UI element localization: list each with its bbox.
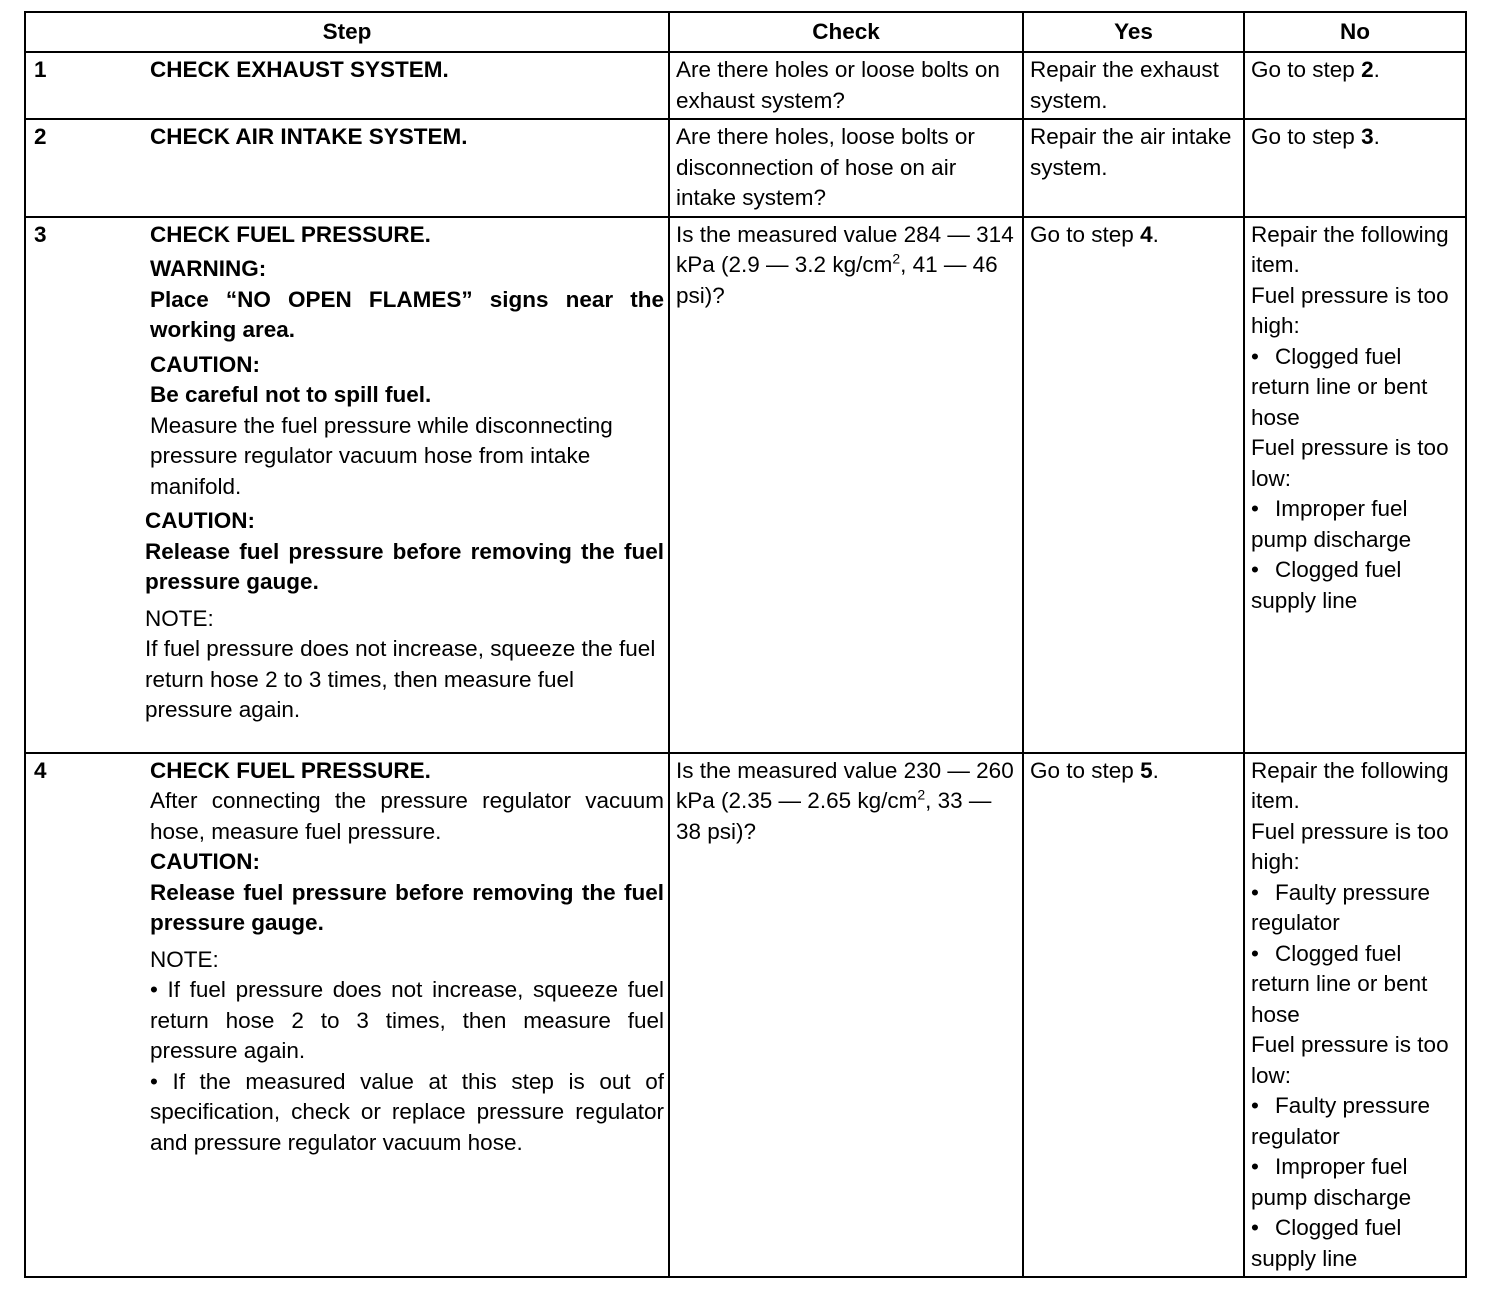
yes-text-suffix: . xyxy=(1152,757,1159,783)
step-number: 2 xyxy=(34,124,47,149)
list-item: • Improper fuel pump discharge xyxy=(1251,496,1412,552)
step-cell xyxy=(25,753,669,1278)
step-cell xyxy=(25,217,669,753)
list-item: • If the measured value at this step is out of specification, check or replace pressure regulator and pressure regulator vacuum hose. xyxy=(150,1068,664,1155)
yes-cell xyxy=(1023,217,1244,753)
caution-label: CAUTION: xyxy=(150,351,260,377)
no-low-label: Fuel pressure is too low: xyxy=(1251,435,1449,491)
no-cell xyxy=(1244,753,1466,1278)
caution-label: CAUTION: xyxy=(145,508,255,533)
list-item: • Improper fuel pump discharge xyxy=(1251,1154,1412,1210)
yes-cell xyxy=(1023,753,1244,1278)
check-cell xyxy=(669,753,1023,1278)
step-title: CHECK EXHAUST SYSTEM. xyxy=(150,57,449,82)
list-item: • If fuel pressure does not increase, squeeze fuel return hose 2 to 3 times, then measure fuel pressure again. xyxy=(150,977,664,1063)
diagnostic-table xyxy=(24,11,1467,1278)
no-cell xyxy=(1244,52,1466,119)
check-text: Is the measured value 230 — 260 kPa (2.35 — 2.65 kg/cm xyxy=(676,757,1014,813)
list-item: • Clogged fuel return line or bent hose xyxy=(1251,343,1428,430)
check-text-end: , 33 — 38 psi)? xyxy=(676,788,992,844)
header-check: Check xyxy=(669,12,1023,52)
step-title: CHECK FUEL PRESSURE. xyxy=(150,221,431,247)
note-label: NOTE: xyxy=(150,946,219,972)
no-intro: Repair the following item. xyxy=(1251,757,1449,813)
table-row xyxy=(25,217,1466,753)
instruction-text: After connecting the pressure regulator vacuum hose, measure fuel pressure. xyxy=(150,788,664,844)
yes-text-prefix: Go to step xyxy=(1030,757,1141,783)
table-row xyxy=(25,753,1466,1278)
note-text: If fuel pressure does not increase, squeeze the fuel return hose 2 to 3 times, then measure fuel pressure again. xyxy=(145,636,656,722)
header-step: Step xyxy=(25,12,669,52)
no-text-prefix: Go to step xyxy=(1251,124,1362,149)
check-cell xyxy=(669,52,1023,119)
step-number: 4 xyxy=(34,757,47,783)
caution-label: CAUTION: xyxy=(150,849,260,874)
no-cell xyxy=(1244,119,1466,217)
list-item: • Clogged fuel return line or bent hose xyxy=(1251,940,1428,1027)
no-high-label: Fuel pressure is too high: xyxy=(1251,282,1449,338)
step-cell xyxy=(25,52,669,119)
list-item: • Clogged fuel supply line xyxy=(1251,557,1402,613)
yes-text: Repair the exhaust system. xyxy=(1030,57,1219,113)
list-item: • Faulty pressure regulator xyxy=(1251,879,1431,935)
table-row xyxy=(25,52,1466,119)
check-text-end: , 41 — 46 psi)? xyxy=(676,252,998,308)
caution-text: Be careful not to spill fuel. xyxy=(150,382,432,407)
warning-text: Place “NO OPEN FLAMES” signs near the working area. xyxy=(150,286,664,342)
table-row xyxy=(25,119,1466,217)
caution-text: Release fuel pressure before removing the fuel pressure gauge. xyxy=(150,879,664,935)
no-text-prefix: Go to step xyxy=(1251,57,1362,82)
list-item: • Clogged fuel supply line xyxy=(1251,1215,1402,1271)
yes-text-suffix: . xyxy=(1152,221,1159,247)
list-item: • Faulty pressure regulator xyxy=(1251,1093,1431,1149)
superscript: 2 xyxy=(917,786,926,803)
step-number: 3 xyxy=(34,221,47,247)
yes-cell xyxy=(1023,52,1244,119)
yes-text: Repair the air intake system. xyxy=(1030,124,1232,180)
step-title: CHECK FUEL PRESSURE. xyxy=(150,757,431,783)
no-text-suffix: . xyxy=(1373,124,1380,149)
check-text: Is the measured value 284 — 314 kPa (2.9 — 3.2 kg/cm xyxy=(676,221,1014,277)
check-text: Are there holes, loose bolts or disconnection of hose on air intake system? xyxy=(676,124,975,210)
no-text-suffix: . xyxy=(1373,57,1380,82)
yes-text-prefix: Go to step xyxy=(1030,221,1141,247)
yes-step-ref: 5 xyxy=(1140,757,1153,783)
warning-label: WARNING: xyxy=(150,256,267,281)
no-step-ref: 3 xyxy=(1361,124,1374,149)
superscript: 2 xyxy=(892,250,901,267)
note-label: NOTE: xyxy=(145,605,214,631)
header-no: No xyxy=(1244,12,1466,52)
caution-text: Release fuel pressure before removing the fuel pressure gauge. xyxy=(145,538,664,594)
step-number: 1 xyxy=(34,57,47,82)
step-cell xyxy=(25,119,669,217)
check-cell xyxy=(669,217,1023,753)
no-cell xyxy=(1244,217,1466,753)
no-step-ref: 2 xyxy=(1361,57,1374,82)
header-yes: Yes xyxy=(1023,12,1244,52)
header-row xyxy=(25,12,1466,52)
step-title: CHECK AIR INTAKE SYSTEM. xyxy=(150,124,468,149)
no-intro: Repair the following item. xyxy=(1251,221,1449,277)
yes-step-ref: 4 xyxy=(1140,221,1153,247)
no-high-label: Fuel pressure is too high: xyxy=(1251,818,1449,874)
no-low-label: Fuel pressure is too low: xyxy=(1251,1032,1449,1088)
check-text: Are there holes or loose bolts on exhaust system? xyxy=(676,57,1000,113)
yes-cell xyxy=(1023,119,1244,217)
instruction-text: Measure the fuel pressure while disconnecting pressure regulator vacuum hose from intake manifold. xyxy=(150,412,613,499)
check-cell xyxy=(669,119,1023,217)
